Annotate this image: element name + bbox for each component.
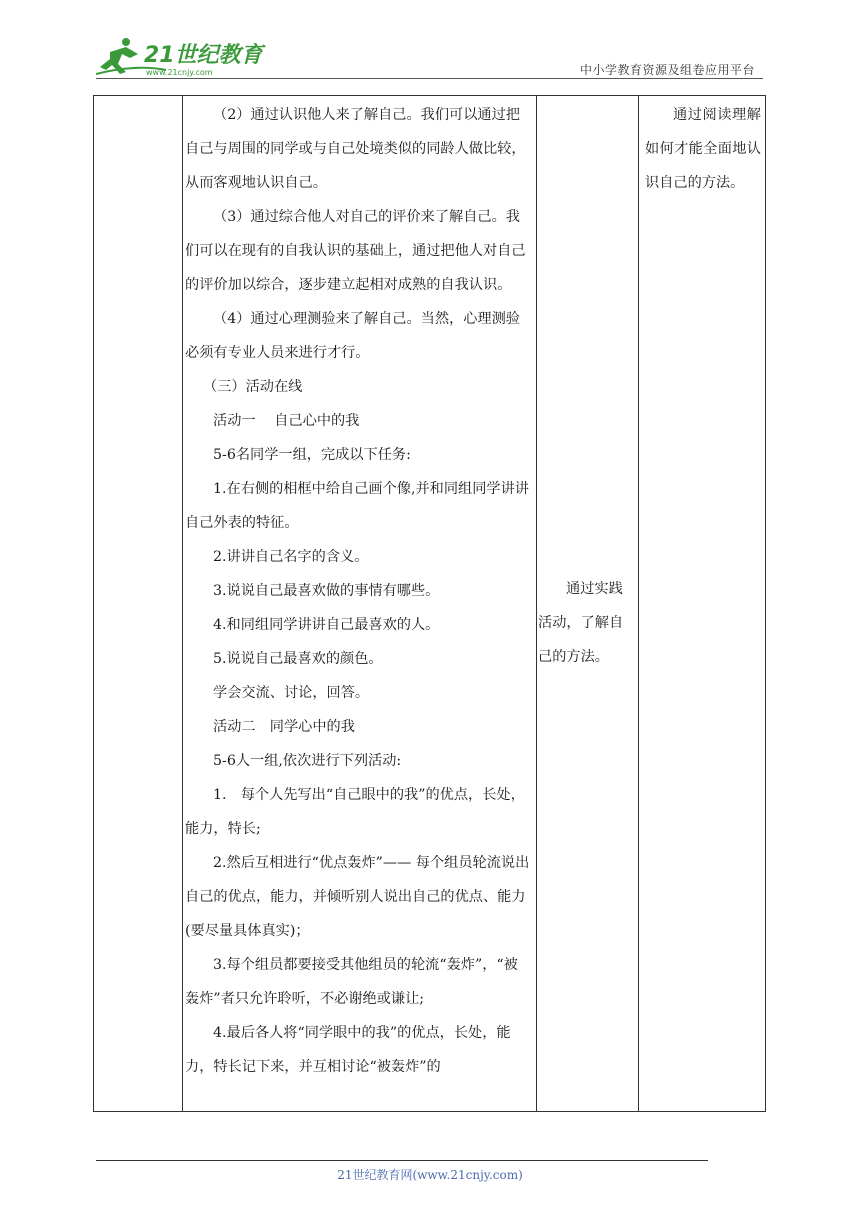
footer-divider [96, 1160, 708, 1161]
list-item: 2.讲讲自己名字的含义。 [213, 549, 369, 565]
site-logo [96, 34, 266, 78]
page-header [96, 28, 763, 80]
cell-text: 通过实践活动，了解自己的方法。 [538, 581, 624, 665]
list-item: 2.然后互相进行“优点轰炸”—— 每个组员轮流说出自己的优点，能力，并倾听别人说出自己的优点、能力(要尽量具体真实)； [185, 855, 530, 939]
list-item: 3.每个组员都要接受其他组员的轮流“轰炸”，“被轰炸”者只允许聆听，不必谢绝或谦让; [185, 957, 518, 1007]
paragraph: （2）通过认识他人来了解自己。我们可以通过把自己与周围的同学或与自己处境类似的同龄人做比较，从而客观地认识自己。 [185, 107, 526, 191]
platform-title: 中小学教育资源及组卷应用平台 [579, 63, 755, 77]
list-item: 1.在右侧的相框中给自己画个像,并和同组同学讲讲自己外表的特征。 [185, 481, 529, 531]
header-divider [96, 78, 763, 79]
column-divider [536, 96, 537, 1111]
list-item: 4.最后各人将“同学眼中的我”的优点，长处，能力，特长记下来，并互相讨论“被轰炸”的 [185, 1025, 511, 1075]
column-divider [638, 96, 639, 1111]
notes-cell [645, 98, 761, 200]
svg-text:www.21cnjy.com: www.21cnjy.com [146, 68, 213, 77]
paragraph: 5-6人一组,依次进行下列活动: [213, 753, 402, 769]
list-item: 4.和同组同学讲讲自己最喜欢的人。 [213, 617, 440, 633]
footer-link[interactable]: 21世纪教育网(www.21cnjy.com) [337, 1168, 523, 1182]
paragraph: 5-6名同学一组，完成以下任务: [213, 447, 411, 463]
design-intent-cell [538, 572, 634, 674]
svg-text:21世纪教育: 21世纪教育 [144, 43, 263, 68]
paragraph: （4）通过心理测验来了解自己。当然，心理测验必须有专业人员来进行才行。 [185, 311, 520, 361]
list-item: 5.说说自己最喜欢的颜色。 [213, 651, 383, 667]
column-divider [182, 96, 183, 1111]
activity-title: 活动一 自己心中的我 [213, 413, 360, 429]
list-item: 1. 每个人先写出“自己眼中的我”的优点，长处，能力，特长; [185, 787, 525, 837]
section-heading: （三）活动在线 [203, 379, 303, 395]
list-item: 3.说说自己最喜欢做的事情有哪些。 [213, 583, 440, 599]
paragraph: 学会交流、讨论，回答。 [213, 685, 370, 701]
teaching-content-cell [185, 98, 530, 1084]
cell-text: 通过阅读理解如何才能全面地认识自己的方法。 [645, 107, 761, 191]
paragraph: （3）通过综合他人对自己的评价来了解自己。我们可以在现有的自我认识的基础上，通过把他人对自己的评价加以综合，逐步建立起相对成熟的自我认识。 [185, 209, 526, 293]
activity-title: 活动二 同学心中的我 [213, 719, 355, 735]
